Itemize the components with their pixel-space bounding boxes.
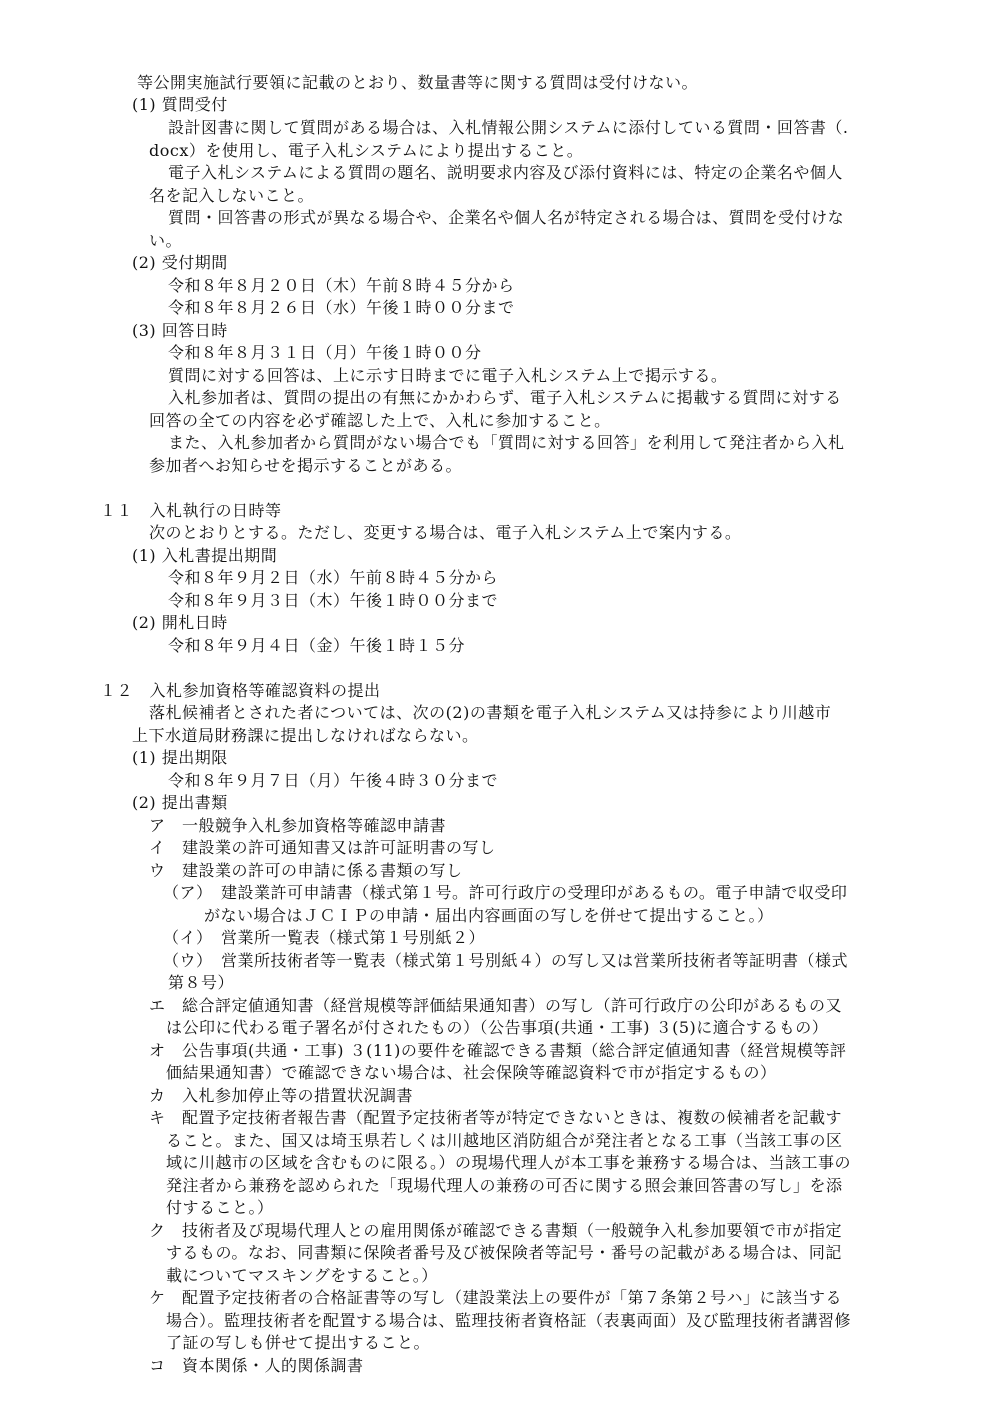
subsection-heading: (3) 回答日時 — [132, 321, 228, 340]
subsection-heading: (1) 質問受付 — [132, 95, 228, 114]
list-item: エ 総合評定値通知書（経営規模等評価結果通知書）の写し（許可行政庁の公印があるもの又 — [149, 996, 843, 1015]
text-line: 設計図書に関して質問がある場合は、入札情報公開システムに添付している質問・回答書（. — [168, 118, 849, 137]
text-line: がない場合はＪＣＩＰの申請・届出内容画面の写しを併せて提出すること。） — [204, 906, 774, 925]
date-line: 令和８年８月２６日（水）午後１時００分まで — [168, 298, 515, 317]
subsection-heading: (2) 開札日時 — [132, 613, 228, 632]
text-line: 付すること。） — [166, 1198, 274, 1217]
date-line: 令和８年９月３日（木）午後１時００分まで — [168, 591, 499, 610]
text-line: 価結果通知書）で確認できない場合は、社会保険等確認資料で市が指定するもの） — [166, 1063, 777, 1082]
section-heading: １１ 入札執行の日時等 — [100, 501, 282, 520]
list-item: オ 公告事項(共通・工事) ３(11)の要件を確認できる書類（総合評定値通知書（経営規模等評 — [149, 1041, 847, 1060]
list-item: コ 資本関係・人的関係調書 — [149, 1356, 364, 1375]
text-line: 載についてマスキングをすること。） — [166, 1266, 438, 1285]
subsection-heading: (2) 受付期間 — [132, 253, 228, 272]
text-line: 回答の全ての内容を必ず確認した上で、入札に参加すること。 — [149, 411, 611, 430]
list-item: カ 入札参加停止等の措置状況調書 — [149, 1086, 414, 1105]
text-line: 質問に対する回答は、上に示す日時までに電子入札システム上で掲示する。 — [168, 366, 728, 385]
sub-list-item: （ウ） 営業所技術者等一覧表（様式第１号別紙４）の写し又は営業所技術者等証明書（様式 — [163, 951, 849, 970]
text-line: 第８号） — [168, 973, 235, 992]
text-line: 質問・回答書の形式が異なる場合や、企業名や個人名が特定される場合は、質問を受付けな — [168, 208, 845, 227]
text-line: 場合）。監理技術者を配置する場合は、監理技術者資格証（表裏両面）及び監理技術者講習修 — [166, 1311, 852, 1330]
text-line: 入札参加者は、質問の提出の有無にかかわらず、電子入札システムに掲載する質問に対する — [168, 388, 842, 407]
sub-list-item: （イ） 営業所一覧表（様式第１号別紙２） — [163, 928, 486, 947]
text-line: 了証の写しも併せて提出すること。 — [166, 1333, 431, 1352]
text-line: 電子入札システムによる質問の題名、説明要求内容及び添付資料には、特定の企業名や個人 — [168, 163, 843, 182]
text-line: 域に川越市の区域を含むものに限る。）の現場代理人が本工事を兼務する場合は、当該工事の — [166, 1153, 852, 1172]
text-line: 参加者へお知らせを掲示することがある。 — [149, 456, 463, 475]
date-line: 令和８年９月４日（金）午後１時１５分 — [168, 636, 466, 655]
subsection-heading: (1) 提出期限 — [132, 748, 228, 767]
date-line: 令和８年８月２０日（木）午前８時４５分から — [168, 276, 515, 295]
sub-list-item: （ア） 建設業許可申請書（様式第１号。許可行政庁の受理印があるもの。電子申請で収受印 — [163, 883, 848, 902]
list-item: キ 配置予定技術者報告書（配置予定技術者等が特定できないときは、複数の候補者を記載す — [149, 1108, 843, 1127]
text-line: 上下水道局財務課に提出しなければならない。 — [132, 726, 479, 745]
date-line: 令和８年９月２日（水）午前８時４５分から — [168, 568, 499, 587]
list-item: イ 建設業の許可通知書又は許可証明書の写し — [149, 838, 496, 857]
subsection-heading: (1) 入札書提出期間 — [132, 546, 278, 565]
list-item: ウ 建設業の許可の申請に係る書類の写し — [149, 861, 463, 880]
list-item: ア 一般競争入札参加資格等確認申請書 — [149, 816, 447, 835]
text-line: 発注者から兼務を認められた「現場代理人の兼務の可否に関する照会兼回答書の写し」を添 — [166, 1176, 843, 1195]
date-line: 令和８年９月７日（月）午後４時３０分まで — [168, 771, 499, 790]
text-line: い。 — [149, 231, 183, 250]
text-line: また、入札参加者から質問がない場合でも「質問に対する回答」を利用して発注者から入札 — [168, 433, 845, 452]
text-line: 名を記入しないこと。 — [149, 186, 315, 205]
text-line: 等公開実施試行要領に記載のとおり、数量書等に関する質問は受付けない。 — [137, 73, 699, 92]
text-line: 次のとおりとする。ただし、変更する場合は、電子入札システム上で案内する。 — [149, 523, 742, 542]
date-line: 令和８年８月３１日（月）午後１時００分 — [168, 343, 482, 362]
text-line: ること。また、国又は埼玉県若しくは川越地区消防組合が発注者となる工事（当該工事の区 — [166, 1131, 843, 1150]
text-line: 落札候補者とされた者については、次の(2)の書類を電子入札システム又は持参により川越市 — [149, 703, 832, 722]
list-item: ク 技術者及び現場代理人との雇用関係が確認できる書類（一般競争入札参加要領で市が指定 — [149, 1221, 843, 1240]
text-line: するもの。なお、同書類に保険者番号及び被保険者等記号・番号の記載がある場合は、同記 — [166, 1243, 842, 1262]
text-line: docx）を使用し、電子入札システムにより提出すること。 — [149, 141, 584, 160]
text-line: は公印に代わる電子署名が付されたもの）（公告事項(共通・工事) ３(5)に適合するもの） — [166, 1018, 829, 1037]
section-heading: １２ 入札参加資格等確認資料の提出 — [100, 681, 381, 700]
subsection-heading: (2) 提出書類 — [132, 793, 228, 812]
list-item: ケ 配置予定技術者の合格証書等の写し（建設業法上の要件が「第７条第２号ハ」に該当する — [149, 1288, 843, 1307]
